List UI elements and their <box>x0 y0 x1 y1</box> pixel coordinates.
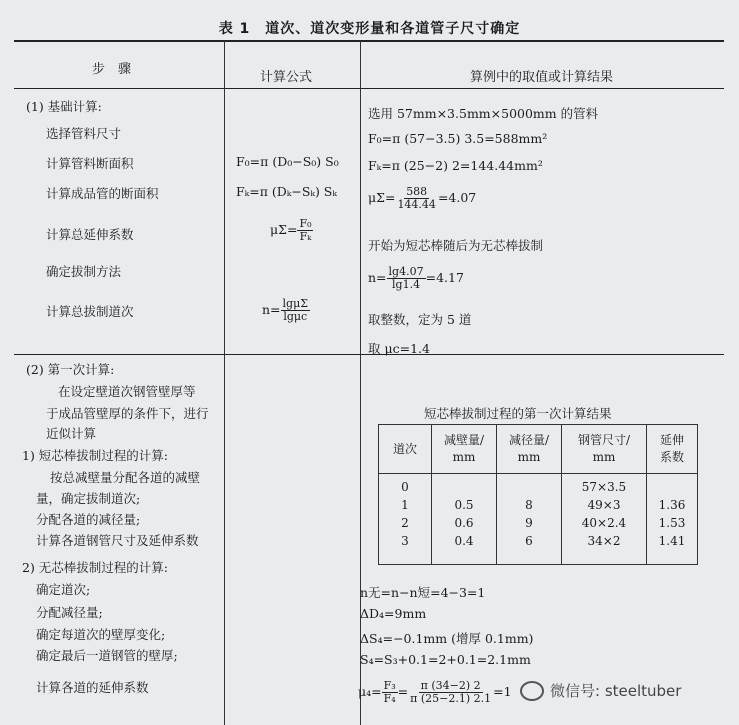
sub1-line-3: 分配各道的减径量; <box>36 512 141 527</box>
header-result: 算例中的取值或计算结果 <box>470 70 614 85</box>
result-delta-s4: ΔS₄=−0.1mm (增厚 0.1mm) <box>360 631 534 646</box>
column-divider-2 <box>360 41 361 725</box>
section2-intro-line-1: 在设定壁道次钢管壁厚等 <box>58 384 196 399</box>
result-mu4: μ₄= $\frac{\text{F₃}}{\text{F₄}}$ = $\frac{\pi (34-2) 2}{\pi (25-2.1) 2.1}$ =1 <box>358 679 512 705</box>
watermark-text: 微信号: steeltuber <box>550 682 682 700</box>
result-method: 开始为短芯棒随后为无芯棒拔制 <box>368 238 544 253</box>
sub1-line-1: 按总减壁量分配各道的减壁 <box>50 470 201 485</box>
col-header-wall-reduction: 减壁量/ mm <box>432 425 497 474</box>
column-divider-1 <box>224 41 225 725</box>
result-n-no-mandrel: n无=n−n短=4−3=1 <box>360 585 486 600</box>
col-header-pass: 道次 <box>379 425 432 474</box>
result-mu-c: 取 μc=1.4 <box>368 341 430 356</box>
table-col-tube-size: 57×3.5 49×3 40×2.4 34×2 <box>562 474 647 565</box>
step-blank-area: 计算管料断面积 <box>46 156 134 171</box>
result-mu-total: μΣ= $\frac{588}{144.44}$ =4.07 <box>368 185 477 211</box>
step-total-elongation: 计算总延伸系数 <box>46 227 134 242</box>
section2-intro-line-2: 于成品管壁厚的条件下，进行 <box>46 406 209 421</box>
result-delta-d4: ΔD₄=9mm <box>360 606 427 621</box>
result-blank-choice: 选用 57mm×3.5mm×5000mm 的管料 <box>368 106 599 121</box>
result-s4: S₄=S₃+0.1=2+0.1=2.1mm <box>360 652 531 667</box>
step-total-passes: 计算总拔制道次 <box>46 304 134 319</box>
sub1-heading: 1) 短芯棒拔制过程的计算: <box>22 448 169 463</box>
header-formula: 计算公式 <box>260 70 313 85</box>
step-drawing-method: 确定拔制方法 <box>46 264 122 279</box>
result-n: n= $\frac{\lg 4.07}{\lg 1.4}$ =4.17 <box>368 265 464 291</box>
result-f0: F₀=π (57−3.5) 3.5=588mm² <box>368 131 548 146</box>
inner-table-title: 短芯棒拔制过程的第一次计算结果 <box>424 406 612 421</box>
formula-mu-total: μΣ= $\frac{\text{F₀}}{\text{Fₖ}}$ <box>270 217 312 243</box>
sub2-line-2: 分配减径量; <box>36 605 103 620</box>
table-col-wall-reduction: 0.5 0.6 0.4 <box>432 474 497 565</box>
wechat-watermark <box>520 680 681 701</box>
section2-intro-line-3: 近似计算 <box>46 426 97 441</box>
formula-n: n= $\frac{\lg\mu\Sigma}{\lg\mu c}$ <box>262 297 309 323</box>
section2-heading: (2) 第一次计算: <box>26 362 115 377</box>
header-steps: 步 骤 <box>92 62 132 77</box>
table-col-elongation: 1.36 1.53 1.41 <box>647 474 698 565</box>
sub2-line-1: 确定道次; <box>36 582 91 597</box>
col-header-tube-size: 钢管尺寸/ mm <box>562 425 647 474</box>
header-rule <box>14 88 724 89</box>
table-title: 表 1 道次、道次变形量和各道管子尺寸确定 <box>218 21 521 37</box>
sub2-line-3: 确定每道次的壁厚变化; <box>36 627 166 642</box>
result-fk: Fₖ=π (25−2) 2=144.44mm² <box>368 158 543 173</box>
top-rule <box>14 40 724 42</box>
col-header-elongation: 延伸 系数 <box>647 425 698 474</box>
table-col-pass: 0 1 2 3 <box>379 474 432 565</box>
formula-fk: Fₖ=π (Dₖ−Sₖ) Sₖ <box>236 184 337 199</box>
sub2-heading: 2) 无芯棒拔制过程的计算: <box>22 560 169 575</box>
result-integer-passes: 取整数，定为 5 道 <box>368 312 472 327</box>
wechat-icon <box>520 681 544 701</box>
table-col-diameter-reduction: 8 9 6 <box>497 474 562 565</box>
formula-f0: F₀=π (D₀−S₀) S₀ <box>236 154 339 169</box>
sub2-line-5: 计算各道的延伸系数 <box>36 680 149 695</box>
short-mandrel-results-table <box>378 424 698 565</box>
sub2-line-4: 确定最后一道钢管的壁厚; <box>36 648 178 663</box>
step-product-area: 计算成品管的断面积 <box>46 186 159 201</box>
sub1-line-4: 计算各道钢管尺寸及延伸系数 <box>36 533 199 548</box>
col-header-diameter-reduction: 减径量/ mm <box>497 425 562 474</box>
section1-heading: (1) 基础计算: <box>26 99 102 114</box>
sub1-line-2: 量，确定拔制道次; <box>36 491 141 506</box>
step-select-blank: 选择管料尺寸 <box>46 126 122 141</box>
